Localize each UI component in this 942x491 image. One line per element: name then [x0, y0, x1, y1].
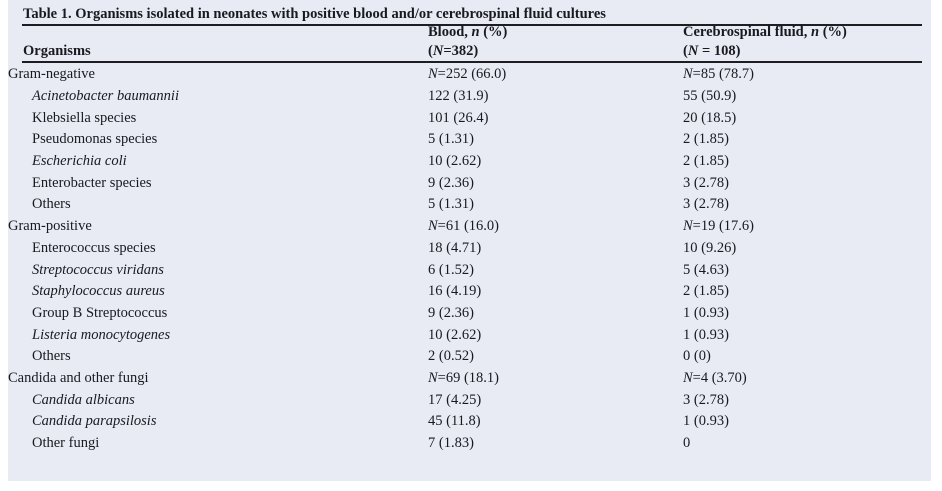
organism-cell: Others: [32, 348, 71, 365]
table-row: [8, 194, 931, 216]
column-header-blood: [428, 23, 507, 61]
table-row: [8, 433, 931, 455]
csf-cell: 1 (0.93): [683, 304, 729, 321]
organism-cell: Enterococcus species: [32, 239, 156, 256]
blood-cell: 18 (4.71): [428, 239, 482, 256]
csf-cell: N=4 (3.70): [683, 369, 747, 386]
blood-cell: N=69 (18.1): [428, 369, 500, 386]
csf-cell: 0 (0): [683, 348, 711, 365]
blood-cell: N=252 (66.0): [428, 66, 507, 83]
organism-cell: Candida albicans: [32, 391, 135, 408]
table-row: [8, 129, 931, 151]
blood-header-label: Blood, n (%): [428, 24, 508, 40]
table-row: [8, 107, 931, 129]
blood-cell: 10 (2.62): [428, 153, 482, 170]
csf-cell: N=19 (17.6): [683, 218, 755, 235]
table-row: [8, 346, 931, 368]
table-panel: [8, 0, 931, 481]
table-row: [8, 259, 931, 281]
csf-header-label: Cerebrospinal fluid, n (%): [683, 24, 847, 40]
blood-cell: 2 (0.52): [428, 348, 474, 365]
blood-cell: 7 (1.83): [428, 435, 474, 452]
table-row: [8, 368, 931, 390]
table-title: Table 1. Organisms isolated in neonates with positive blood and/or cerebrospinal fluid cultures: [23, 6, 606, 22]
csf-cell: 3 (2.78): [683, 391, 729, 408]
table-row: [8, 411, 931, 433]
csf-cell: 5 (4.63): [683, 261, 729, 278]
blood-cell: 6 (1.52): [428, 261, 474, 278]
blood-cell: 9 (2.36): [428, 174, 474, 191]
table-row: [8, 324, 931, 346]
organism-cell: Acinetobacter baumannii: [32, 88, 179, 105]
table-row: [8, 151, 931, 173]
table-row: [8, 216, 931, 238]
blood-cell: 9 (2.36): [428, 304, 474, 321]
organism-cell: Other fungi: [32, 435, 100, 452]
blood-cell: 5 (1.31): [428, 131, 474, 148]
column-header-organisms: Organisms: [23, 43, 91, 59]
header-rule: [22, 61, 922, 63]
table-row: [8, 389, 931, 411]
organism-cell: Enterobacter species: [32, 174, 152, 191]
csf-cell: 0: [683, 435, 691, 452]
organism-cell: Escherichia coli: [32, 153, 127, 170]
organism-cell: Staphylococcus aureus: [32, 283, 165, 300]
organism-cell: Group B Streptococcus: [32, 304, 168, 321]
blood-header-count: (N=382): [428, 43, 479, 59]
csf-cell: 20 (18.5): [683, 109, 737, 126]
blood-cell: 45 (11.8): [428, 413, 481, 430]
blood-cell: 122 (31.9): [428, 88, 489, 105]
table-row: [8, 281, 931, 303]
organism-cell: Pseudomonas species: [32, 131, 158, 148]
csf-cell: 3 (2.78): [683, 196, 729, 213]
table-row: [8, 172, 931, 194]
csf-cell: 2 (1.85): [683, 131, 729, 148]
blood-cell: N=61 (16.0): [428, 218, 500, 235]
organism-cell: Gram-negative: [8, 66, 95, 83]
csf-cell: 3 (2.78): [683, 174, 729, 191]
csf-header-count: (N = 108): [683, 43, 741, 59]
csf-cell: 1 (0.93): [683, 413, 729, 430]
organism-cell: Candida and other fungi: [8, 369, 149, 386]
table-row: [8, 64, 931, 86]
blood-cell: 16 (4.19): [428, 283, 482, 300]
column-header-csf: [683, 23, 847, 61]
organism-cell: Listeria monocytogenes: [32, 326, 171, 343]
blood-cell: 10 (2.62): [428, 326, 482, 343]
blood-cell: 101 (26.4): [428, 109, 489, 126]
table-row: [8, 238, 931, 260]
csf-cell: N=85 (78.7): [683, 66, 755, 83]
organism-cell: Streptococcus viridans: [32, 261, 164, 278]
organism-cell: Klebsiella species: [32, 109, 137, 126]
organism-cell: Others: [32, 196, 71, 213]
organism-cell: Candida parapsilosis: [32, 413, 157, 430]
csf-cell: 2 (1.85): [683, 153, 729, 170]
organism-cell: Gram-positive: [8, 218, 92, 235]
organisms-table: [8, 64, 931, 454]
csf-cell: 10 (9.26): [683, 239, 737, 256]
csf-cell: 2 (1.85): [683, 283, 729, 300]
csf-cell: 1 (0.93): [683, 326, 729, 343]
table-row: [8, 86, 931, 108]
blood-cell: 17 (4.25): [428, 391, 482, 408]
csf-cell: 55 (50.9): [683, 88, 737, 105]
blood-cell: 5 (1.31): [428, 196, 474, 213]
table-row: [8, 303, 931, 325]
